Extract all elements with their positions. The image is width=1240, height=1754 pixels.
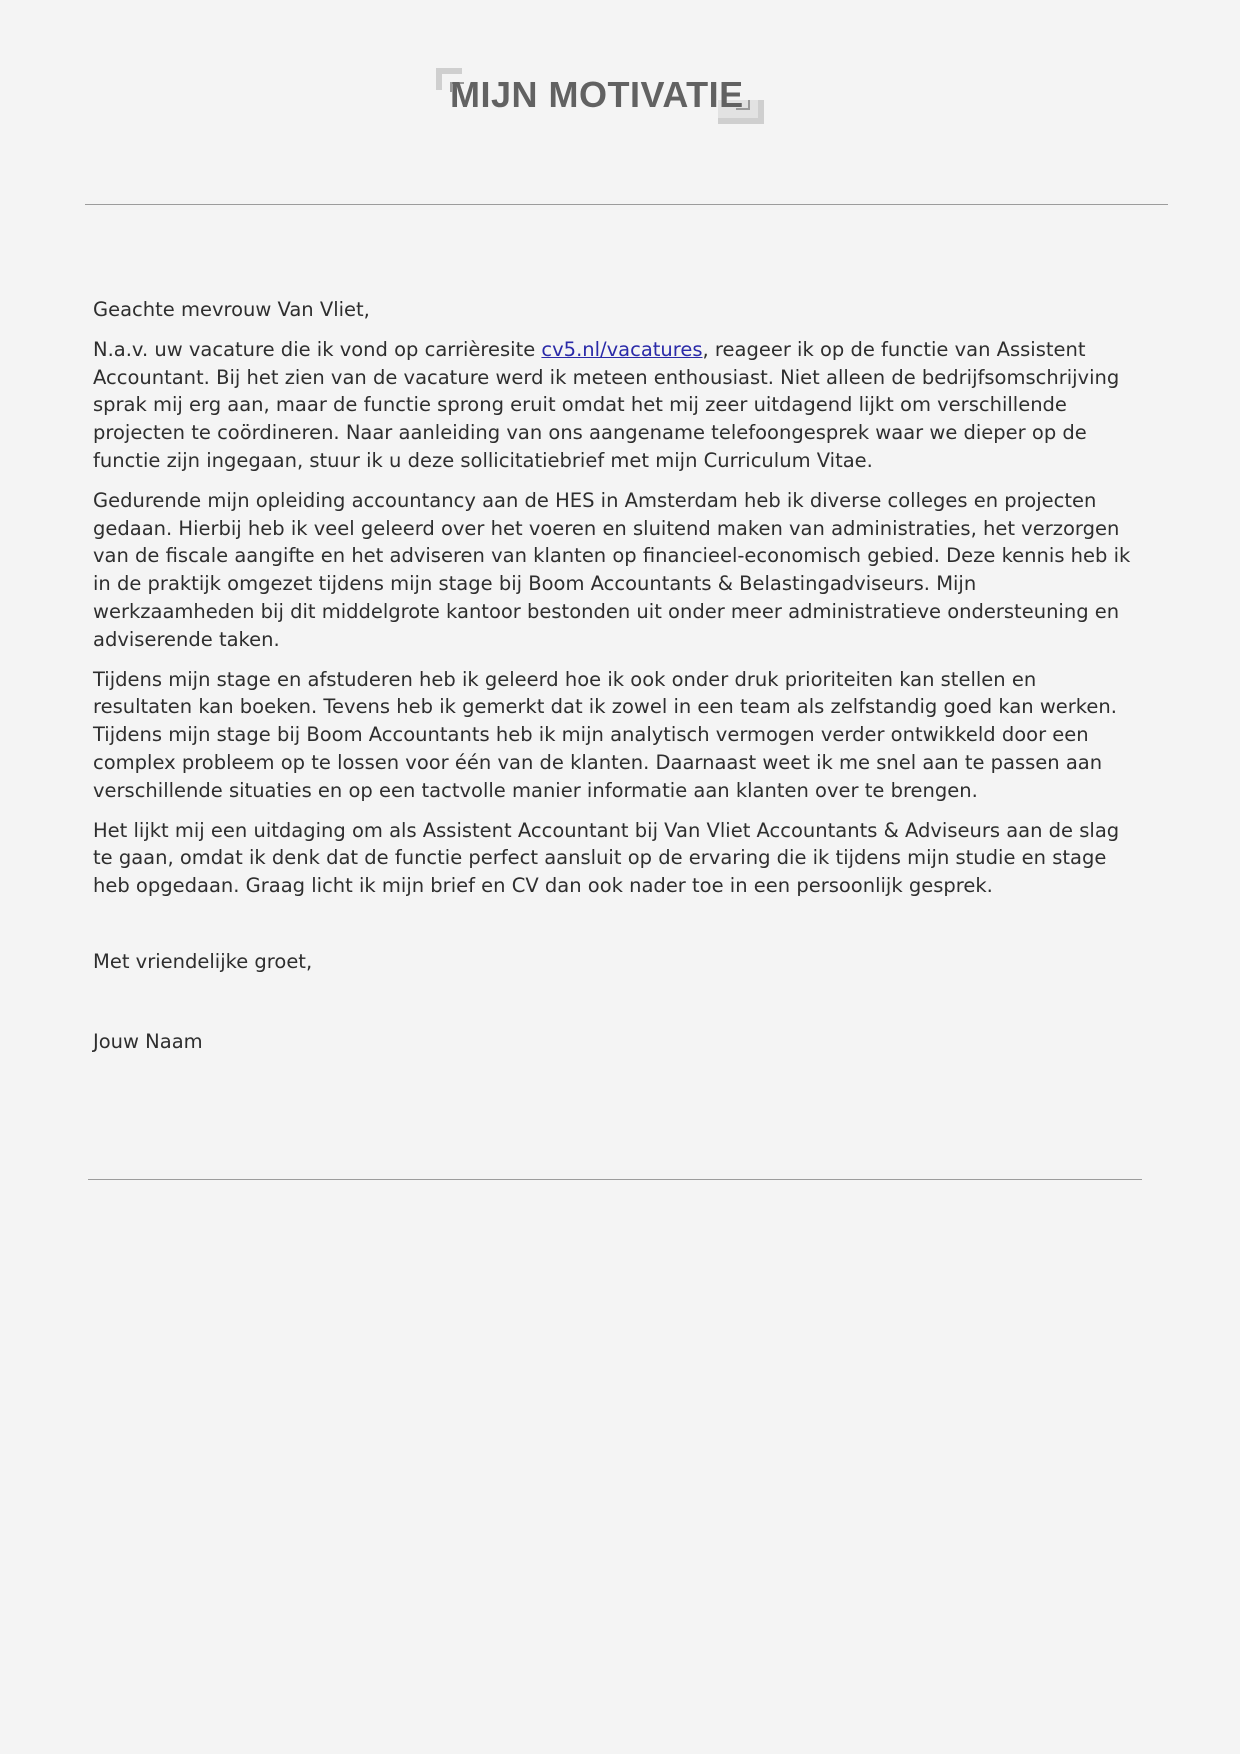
title-block — [436, 68, 764, 124]
page-title: MIJN MOTIVATIE — [450, 74, 744, 115]
paragraph-1-after-link: , reageer ik op de functie van Assistent Accountant. Bij het zien van de vacature werd ik meteen enthousiast. Niet alleen de bedrijfsomschrijving sprak mij erg aan, maar de functie sprong eruit omdat het mij zeer uitdagend lijkt om verschillende projecten te coördineren. Naar aanleiding van ons aangename telefoongesprek waar we dieper op de functie zijn ingegaan, stuur ik u deze sollicitatiebrief met mijn Curriculum Vitae. — [93, 337, 1120, 472]
signature: Jouw Naam — [93, 1029, 203, 1053]
vacatures-link[interactable]: cv5.nl/vacatures — [541, 337, 703, 361]
paragraph-2: Gedurende mijn opleiding accountancy aan de HES in Amsterdam heb ik diverse colleges en projecten gedaan. Hierbij heb ik veel geleerd over het voeren en sluitend maken van administraties, het verzorgen van de fiscale aangifte en het adviseren van klanten op financieel-economisch gebied. Deze kennis heb ik in de praktijk omgezet tijdens mijn stage bij Boom Accountants & Belastingadviseurs. Mijn werkzaamheden bij dit middelgrote kantoor bestonden uit onder meer administratieve ondersteuning en adviserende taken. — [93, 488, 1131, 651]
paragraph-1 — [93, 336, 1141, 475]
paragraph-4: Het lijkt mij een uitdaging om als Assistent Accountant bij Van Vliet Accountants & Adviseurs aan de slag te gaan, omdat ik denk dat de functie perfect aansluit op de ervaring die ik tijdens mijn studie en stage heb opgedaan. Graag licht ik mijn brief en CV dan ook nader toe in een persoonlijk gesprek. — [93, 818, 1120, 898]
bottom-divider — [88, 1179, 1142, 1180]
letter-body — [93, 296, 1141, 1068]
paragraph-3: Tijdens mijn stage en afstuderen heb ik geleerd hoe ik ook onder druk prioriteiten kan stellen en resultaten kan boeken. Tevens heb ik gemerkt dat ik zowel in een team als zelfstandig goed kan werken. Tijdens mijn stage bij Boom Accountants heb ik mijn analytisch vermogen verder ontwikkeld door een complex probleem op te lossen voor één van de klanten. Daarnaast weet ik me snel aan te passen aan verschillende situaties en op een tactvolle manier informatie aan klanten over te brengen. — [93, 667, 1117, 802]
top-divider — [85, 204, 1168, 205]
paragraph-1-before-link: N.a.v. uw vacature die ik vond op carrièresite — [93, 337, 542, 361]
closing: Met vriendelijke groet, — [93, 949, 313, 973]
salutation: Geachte mevrouw Van Vliet, — [93, 298, 370, 321]
